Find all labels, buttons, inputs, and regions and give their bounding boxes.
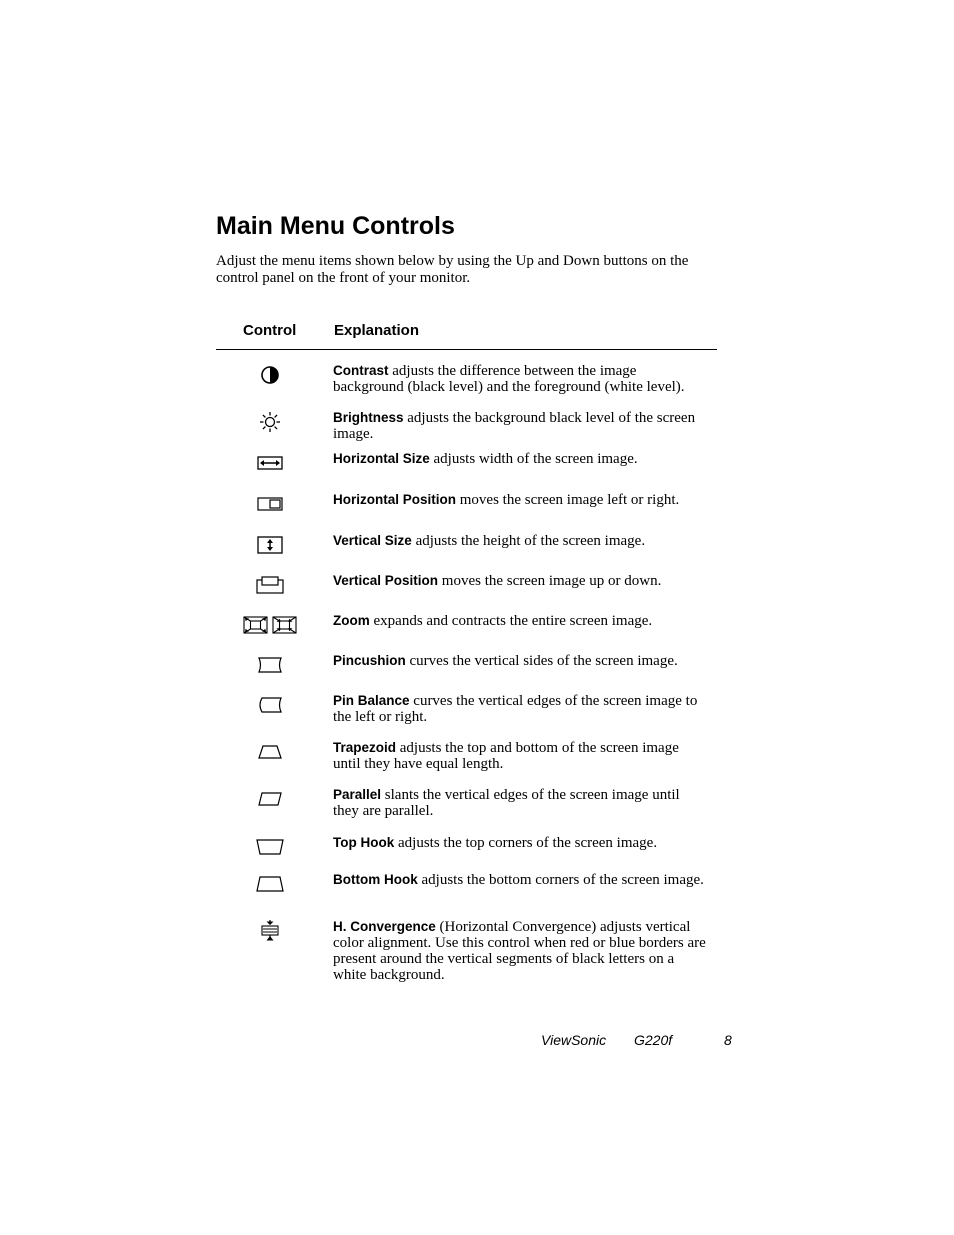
row-explanation	[333, 613, 709, 629]
row-term: Brightness	[333, 410, 404, 425]
row-explanation	[333, 451, 709, 467]
row-explanation	[333, 573, 709, 589]
row-term: Horizontal Position	[333, 492, 456, 507]
row-text: adjusts the difference between the image background (black level) and the foreground (white level).	[333, 363, 685, 395]
row-text: adjusts the top corners of the screen image.	[394, 835, 658, 851]
header-divider	[216, 349, 717, 350]
row-explanation	[333, 410, 709, 442]
parallel-icon	[238, 787, 302, 811]
column-header-explanation: Explanation	[334, 322, 420, 339]
row-text: adjusts the height of the screen image.	[411, 533, 646, 549]
row-text: (Horizontal Convergence) adjusts vertical color alignment. Use this control when red or blue borders are present around the vertical segments of black letters on a white background.	[333, 919, 706, 983]
row-explanation	[333, 492, 709, 508]
intro-paragraph: Adjust the menu items shown below by using the Up and Down buttons on the control panel on the front of your monitor.	[216, 253, 689, 286]
row-explanation	[333, 835, 709, 851]
footer-model: G220f	[634, 1032, 673, 1048]
page-title: Main Menu Controls	[216, 212, 455, 240]
row-explanation	[333, 740, 709, 772]
row-explanation	[333, 363, 709, 395]
row-text: curves the vertical edges of the screen image to the left or right.	[333, 693, 698, 725]
row-term: Vertical Size	[333, 533, 412, 548]
top-hook-icon	[238, 835, 302, 859]
row-term: Pin Balance	[333, 693, 410, 708]
row-text: adjusts width of the screen image.	[429, 451, 638, 467]
page-number: 8	[724, 1032, 732, 1048]
pincushion-icon	[238, 653, 302, 677]
row-explanation	[333, 919, 709, 983]
row-text: moves the screen image up or down.	[438, 573, 662, 589]
horizontal-size-icon	[238, 451, 302, 475]
row-term: Pincushion	[333, 653, 406, 668]
vertical-position-icon	[238, 573, 302, 597]
row-explanation	[333, 533, 709, 549]
row-text: adjusts the background black level of the screen image.	[333, 410, 696, 442]
row-text: expands and contracts the entire screen image.	[369, 613, 653, 629]
row-term: Horizontal Size	[333, 451, 430, 466]
row-explanation	[333, 653, 709, 669]
row-text: moves the screen image left or right.	[456, 492, 680, 508]
row-term: Bottom Hook	[333, 872, 418, 887]
row-text: adjusts the top and bottom of the screen image until they have equal length.	[333, 740, 679, 772]
row-text: adjusts the bottom corners of the screen image.	[417, 872, 704, 888]
trapezoid-icon	[238, 740, 302, 764]
row-term: Trapezoid	[333, 740, 397, 755]
row-term: Parallel	[333, 787, 382, 802]
zoom-icon	[238, 613, 302, 637]
row-text: curves the vertical sides of the screen image.	[405, 653, 678, 669]
vertical-size-icon	[238, 533, 302, 557]
brightness-icon	[238, 410, 302, 434]
row-term: Top Hook	[333, 835, 395, 850]
h-convergence-icon	[238, 919, 302, 943]
footer-brand: ViewSonic	[541, 1032, 607, 1048]
row-term: Zoom	[333, 613, 370, 628]
column-header-control: Control	[243, 322, 297, 339]
row-explanation	[333, 872, 709, 888]
pin-balance-icon	[238, 693, 302, 717]
row-term: H. Convergence	[333, 919, 436, 934]
horizontal-position-icon	[238, 492, 302, 516]
row-term: Contrast	[333, 363, 389, 378]
contrast-icon	[238, 363, 302, 387]
row-text: slants the vertical edges of the screen image until they are parallel.	[333, 787, 680, 819]
bottom-hook-icon	[238, 872, 302, 896]
row-explanation	[333, 787, 709, 819]
row-term: Vertical Position	[333, 573, 439, 588]
row-explanation	[333, 693, 709, 725]
